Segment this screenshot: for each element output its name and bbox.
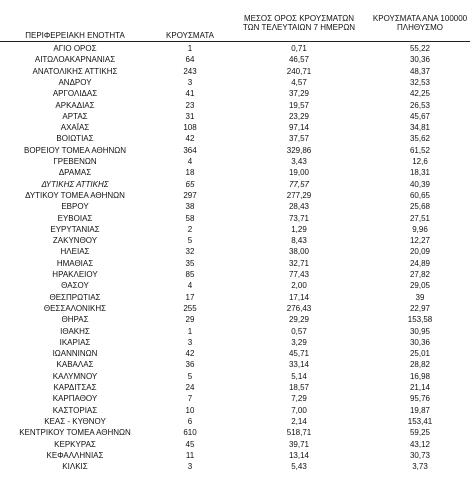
- cases-value: 58: [185, 213, 195, 223]
- table-row: [0, 337, 475, 348]
- cases-value: 364: [183, 145, 197, 155]
- cases-value: 3: [187, 77, 193, 87]
- header-per-line1: ΚΡΟΥΣΜΑΤΑ ΑΝΑ 100000: [372, 14, 468, 23]
- region-name: ΗΜΑΘΙΑΣ: [56, 258, 94, 268]
- avg-value: 46,57: [288, 55, 310, 65]
- avg-value: 73,71: [288, 213, 310, 223]
- region-name: ΚΕΝΤΡΙΚΟΥ ΤΟΜΕΑ ΑΘΗΝΩΝ: [19, 428, 131, 438]
- header-avg-line1: ΜΕΣΟΣ ΟΡΟΣ ΚΡΟΥΣΜΑΤΩΝ: [243, 14, 355, 23]
- region-name: ΕΒΡΟΥ: [61, 202, 89, 212]
- table-row: [0, 439, 475, 450]
- cases-value: 297: [183, 190, 197, 200]
- avg-value: 7,29: [291, 394, 307, 404]
- table-row: [0, 416, 475, 427]
- cases-value: 2: [187, 224, 193, 234]
- header-7day-average: [233, 14, 365, 32]
- avg-value: 4,57: [291, 77, 307, 87]
- per-100000-value: 18,31: [409, 168, 431, 178]
- per-100000-value: 95,76: [409, 394, 431, 404]
- table-row: [0, 156, 475, 167]
- avg-value: 23,29: [288, 111, 310, 121]
- table-row: [0, 201, 475, 212]
- avg-value: 2,14: [291, 416, 307, 426]
- region-name: ΚΑΒΑΛΑΣ: [56, 360, 94, 370]
- per-100000-value: 153,58: [407, 315, 433, 325]
- per-100000-value: 27,51: [409, 213, 431, 223]
- cases-value: 610: [183, 428, 197, 438]
- region-name: ΔΥΤΙΚΗΣ ΑΤΤΙΚΗΣ: [41, 179, 109, 189]
- table-row: [0, 303, 475, 314]
- avg-value: 277,29: [286, 190, 312, 200]
- per-100000-value: 45,67: [409, 111, 431, 121]
- per-100000-value: 153,41: [407, 416, 433, 426]
- per-100000-value: 22,97: [409, 303, 431, 313]
- region-name: ΚΑΣΤΟΡΙΑΣ: [52, 405, 98, 415]
- avg-value: 13,14: [288, 450, 310, 460]
- avg-value: 7,00: [291, 405, 307, 415]
- cases-value: 31: [185, 111, 195, 121]
- table-row: [0, 269, 475, 280]
- table-row: [0, 235, 475, 246]
- avg-value: 1,29: [291, 224, 307, 234]
- region-name: ΖΑΚΥΝΘΟΥ: [52, 236, 98, 246]
- table-row: [0, 43, 475, 54]
- table-row: [0, 145, 475, 156]
- per-100000-value: 9,96: [412, 224, 428, 234]
- avg-value: 45,71: [288, 349, 310, 359]
- cases-value: 108: [183, 123, 197, 133]
- region-name: ΕΥΡΥΤΑΝΙΑΣ: [50, 224, 100, 234]
- avg-value: 2,00: [291, 281, 307, 291]
- table-row: [0, 348, 475, 359]
- table-row: [0, 133, 475, 144]
- region-name: ΚΑΛΥΜΝΟΥ: [52, 371, 98, 381]
- region-name: ΗΡΑΚΛΕΙΟΥ: [52, 270, 98, 279]
- cases-value: 24: [185, 383, 195, 392]
- table-row: [0, 314, 475, 325]
- cases-value: 42: [185, 349, 195, 359]
- region-name: ΒΟΡΕΙΟΥ ΤΟΜΕΑ ΑΘΗΝΩΝ: [23, 145, 127, 155]
- region-name: ΚΕΑΣ - ΚΥΘΝΟΥ: [44, 416, 106, 426]
- avg-value: 3,43: [291, 157, 307, 166]
- per-100000-value: 25,01: [409, 349, 431, 359]
- cases-value: 1: [187, 326, 193, 336]
- region-name: ΑΓΙΟ ΟΡΟΣ: [53, 44, 97, 53]
- table-row: [0, 427, 475, 438]
- table-row: [0, 111, 475, 122]
- avg-value: 5,43: [291, 462, 307, 472]
- per-100000-value: 30,36: [409, 337, 431, 347]
- cases-value: 6: [187, 416, 193, 426]
- cases-value: 38: [185, 202, 195, 212]
- region-name: ΙΘΑΚΗΣ: [60, 326, 90, 336]
- cases-value: 32: [185, 247, 195, 257]
- region-name: ΒΟΙΩΤΙΑΣ: [56, 134, 94, 144]
- region-name: ΚΑΡΠΑΘΟΥ: [52, 394, 98, 404]
- avg-value: 0,57: [291, 326, 307, 336]
- cases-value: 5: [187, 371, 193, 381]
- region-name: ΑΝΔΡΟΥ: [58, 77, 92, 87]
- cases-value: 64: [185, 55, 195, 65]
- per-100000-value: 55,22: [409, 44, 431, 53]
- region-name: ΑΙΤΩΛΟΑΚΑΡΝΑΝΙΑΣ: [34, 55, 116, 65]
- per-100000-value: 30,36: [409, 55, 431, 65]
- region-name: ΚΕΦΑΛΛΗΝΙΑΣ: [46, 450, 104, 460]
- header-per-line2: ΠΛΗΘΥΣΜΟ: [396, 23, 444, 32]
- per-100000-value: 19,87: [409, 405, 431, 415]
- per-100000-value: 20,09: [409, 247, 431, 257]
- per-100000-value: 61,52: [409, 145, 431, 155]
- cases-value: 11: [185, 450, 195, 460]
- per-100000-value: 35,62: [409, 134, 431, 144]
- header-divider: [0, 41, 470, 42]
- avg-value: 0,71: [291, 44, 307, 53]
- avg-value: 19,00: [288, 168, 310, 178]
- avg-value: 3,29: [291, 337, 307, 347]
- avg-value: 39,71: [288, 439, 310, 449]
- region-name: ΔΡΑΜΑΣ: [58, 168, 92, 178]
- avg-value: 77,43: [288, 270, 310, 279]
- per-100000-value: 27,82: [409, 270, 431, 279]
- per-100000-value: 60,65: [409, 190, 431, 200]
- per-100000-value: 34,81: [409, 123, 431, 133]
- table-row: [0, 100, 475, 111]
- table-row: [0, 167, 475, 178]
- avg-value: 32,71: [288, 258, 310, 268]
- table-row: [0, 179, 475, 190]
- avg-value: 19,57: [288, 100, 310, 110]
- cases-value: 3: [187, 337, 193, 347]
- per-100000-value: 32,53: [409, 77, 431, 87]
- per-100000-value: 26,53: [409, 100, 431, 110]
- cases-value: 18: [185, 168, 195, 178]
- region-name: ΘΗΡΑΣ: [61, 315, 89, 325]
- table-row: [0, 450, 475, 461]
- header-avg-line2: ΤΩΝ ΤΕΛΕΥΤΑΙΩΝ 7 ΗΜΕΡΩΝ: [242, 23, 356, 32]
- per-100000-value: 30,73: [409, 450, 431, 460]
- per-100000-value: 12,6: [412, 157, 428, 166]
- avg-value: 33,14: [288, 360, 310, 370]
- region-name: ΚΑΡΔΙΤΣΑΣ: [53, 383, 97, 392]
- cases-value: 5: [187, 236, 193, 246]
- avg-value: 38,00: [288, 247, 310, 257]
- table-row: [0, 66, 475, 77]
- avg-value: 37,57: [288, 134, 310, 144]
- table-row: [0, 292, 475, 303]
- cases-value: 35: [185, 258, 195, 268]
- cases-value: 45: [185, 439, 195, 449]
- cases-value: 1: [187, 44, 193, 53]
- region-name: ΑΡΚΑΔΙΑΣ: [55, 100, 95, 110]
- per-100000-value: 29,05: [409, 281, 431, 291]
- per-100000-value: 3,73: [412, 462, 428, 472]
- avg-value: 8,43: [291, 236, 307, 246]
- per-100000-value: 28,82: [409, 360, 431, 370]
- region-name: ΚΙΛΚΙΣ: [62, 462, 88, 472]
- header-cases: ΚΡΟΥΣΜΑΤΑ: [166, 31, 214, 40]
- cases-value: 42: [185, 134, 195, 144]
- avg-value: 5,14: [291, 371, 307, 381]
- region-name: ΑΡΓΟΛΙΔΑΣ: [52, 89, 98, 99]
- region-name: ΘΑΣΟΥ: [61, 281, 89, 291]
- table-row: [0, 359, 475, 370]
- table-row: [0, 54, 475, 65]
- cases-value: 10: [185, 405, 195, 415]
- region-name: ΑΝΑΤΟΛΙΚΗΣ ΑΤΤΙΚΗΣ: [32, 66, 118, 76]
- avg-value: 37,29: [288, 89, 310, 99]
- per-100000-value: 42,25: [409, 89, 431, 99]
- table-row: [0, 405, 475, 416]
- region-name: ΔΥΤΙΚΟΥ ΤΟΜΕΑ ΑΘΗΝΩΝ: [25, 190, 125, 200]
- region-name: ΘΕΣΠΡΩΤΙΑΣ: [49, 292, 101, 302]
- per-100000-value: 30,95: [409, 326, 431, 336]
- cases-value: 65: [185, 179, 195, 189]
- table-row: [0, 393, 475, 404]
- region-name: ΑΡΤΑΣ: [62, 111, 88, 121]
- region-name: ΗΛΕΙΑΣ: [60, 247, 90, 257]
- per-100000-value: 12,27: [409, 236, 431, 246]
- cases-value: 41: [185, 89, 195, 99]
- per-100000-value: 48,37: [409, 66, 431, 76]
- cases-value: 85: [185, 270, 195, 279]
- cases-value: 4: [187, 281, 193, 291]
- table-row: [0, 190, 475, 201]
- avg-value: 240,71: [286, 66, 312, 76]
- per-100000-value: 40,39: [409, 179, 431, 189]
- region-name: ΚΕΡΚΥΡΑΣ: [54, 439, 96, 449]
- table-row: [0, 326, 475, 337]
- cases-value: 29: [185, 315, 195, 325]
- avg-value: 518,71: [286, 428, 312, 438]
- cases-value: 243: [183, 66, 197, 76]
- avg-value: 18,57: [288, 383, 310, 392]
- per-100000-value: 43,12: [409, 439, 431, 449]
- table-row: [0, 371, 475, 382]
- cases-value: 7: [187, 394, 193, 404]
- per-100000-value: 16,98: [409, 371, 431, 381]
- avg-value: 29,29: [288, 315, 310, 325]
- table-row: [0, 77, 475, 88]
- header-per-100000: [365, 14, 475, 32]
- cases-value: 255: [183, 303, 197, 313]
- region-name: ΓΡΕΒΕΝΩΝ: [53, 157, 97, 166]
- cases-value: 3: [187, 462, 193, 472]
- table-row: [0, 122, 475, 133]
- header-region: ΠΕΡΙΦΕΡΕΙΑΚΗ ΕΝΟΤΗΤΑ: [25, 31, 125, 40]
- table-row: [0, 224, 475, 235]
- table-row: [0, 382, 475, 393]
- region-name: ΑΧΑΪΑΣ: [60, 123, 90, 133]
- avg-value: 329,86: [286, 145, 312, 155]
- region-name: ΙΩΑΝΝΙΝΩΝ: [52, 349, 98, 359]
- table-row: [0, 246, 475, 257]
- avg-value: 28,43: [288, 202, 310, 212]
- region-name: ΘΕΣΣΑΛΟΝΙΚΗΣ: [43, 303, 107, 313]
- avg-value: 276,43: [286, 303, 312, 313]
- per-100000-value: 21,14: [409, 383, 431, 392]
- cases-value: 4: [187, 157, 193, 166]
- region-name: ΕΥΒΟΙΑΣ: [57, 213, 93, 223]
- table-row: [0, 258, 475, 269]
- region-name: ΙΚΑΡΙΑΣ: [59, 337, 91, 347]
- cases-value: 17: [185, 292, 195, 302]
- table-row: [0, 280, 475, 291]
- avg-value: 97,14: [288, 123, 310, 133]
- cases-value: 36: [185, 360, 195, 370]
- per-100000-value: 39: [415, 292, 425, 302]
- table-row: [0, 213, 475, 224]
- avg-value: 77,57: [288, 179, 310, 189]
- table-row: [0, 461, 475, 472]
- avg-value: 17,14: [288, 292, 310, 302]
- per-100000-value: 25,68: [409, 202, 431, 212]
- table-row: [0, 88, 475, 99]
- per-100000-value: 24,89: [409, 258, 431, 268]
- cases-value: 23: [185, 100, 195, 110]
- per-100000-value: 59,25: [409, 428, 431, 438]
